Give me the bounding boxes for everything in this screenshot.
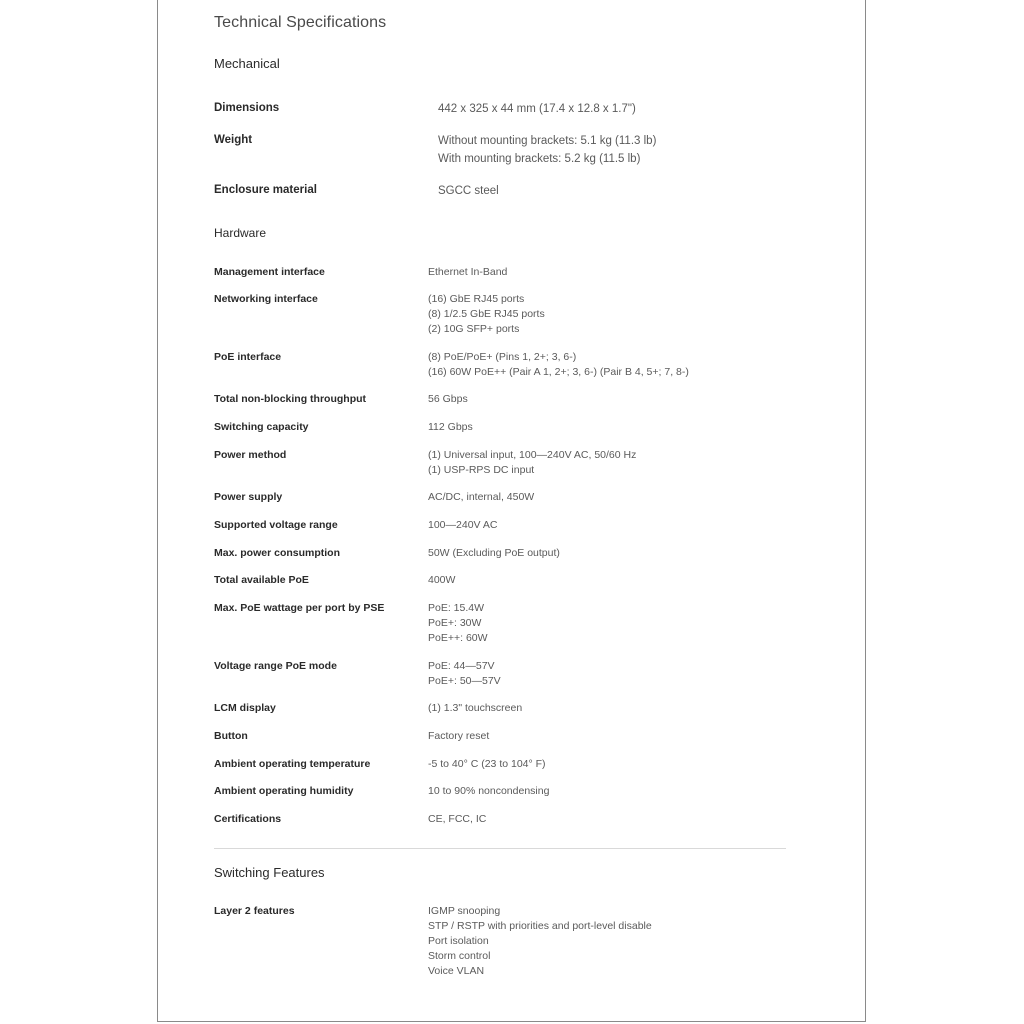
section-divider	[214, 848, 786, 849]
spec-label-management-interface: Management interface	[214, 266, 325, 278]
page-title: Technical Specifications	[214, 14, 387, 31]
spec-value-power-method	[428, 448, 636, 478]
spec-value-line: Port isolation	[428, 935, 489, 947]
spec-value-line: AC/DC, internal, 450W	[428, 491, 535, 503]
spec-label-lcm-display: LCM display	[214, 702, 276, 714]
spec-value-poe-interface	[428, 350, 689, 380]
spec-value-button	[428, 729, 489, 744]
spec-label-ambient-operating-humidity: Ambient operating humidity	[214, 785, 354, 797]
spec-value-line: 400W	[428, 574, 456, 586]
spec-value-line: Factory reset	[428, 730, 490, 742]
spec-value-supported-voltage-range	[428, 518, 497, 533]
spec-value-networking-interface	[428, 292, 545, 337]
spec-label-power-method: Power method	[214, 449, 287, 461]
spec-value-power-supply	[428, 490, 534, 505]
spec-sheet-page	[157, 0, 866, 1022]
spec-value-ambient-operating-humidity	[428, 784, 549, 799]
spec-value-max-poe-wattage-per-port-by-pse	[428, 601, 488, 646]
spec-value-line: Ethernet In-Band	[428, 266, 508, 278]
spec-value-line: (1) 1.3" touchscreen	[428, 702, 523, 714]
spec-value-line: With mounting brackets: 5.2 kg (11.5 lb)	[438, 153, 641, 165]
spec-value-max-power-consumption	[428, 546, 560, 561]
spec-label-ambient-operating-temperature: Ambient operating temperature	[214, 758, 371, 770]
spec-label-button: Button	[214, 730, 248, 742]
spec-value-voltage-range-poe-mode	[428, 659, 501, 689]
spec-value-line: CE, FCC, IC	[428, 813, 487, 825]
spec-label-max-poe-wattage-per-port-by-pse: Max. PoE wattage per port by PSE	[214, 602, 385, 614]
spec-value-line: 56 Gbps	[428, 393, 468, 405]
spec-label-dimensions: Dimensions	[214, 102, 280, 114]
spec-value-layer-2-features	[428, 904, 652, 979]
spec-value-line: (8) 1/2.5 GbE RJ45 ports	[428, 308, 545, 320]
spec-value-total-available-poe	[428, 573, 455, 588]
spec-value-certifications	[428, 812, 486, 827]
spec-value-line: Without mounting brackets: 5.1 kg (11.3 lb)	[438, 135, 657, 147]
spec-label-certifications: Certifications	[214, 813, 282, 825]
section-title-switching: Switching Features	[214, 865, 325, 880]
spec-label-weight: Weight	[214, 134, 253, 146]
spec-value-line: Storm control	[428, 950, 491, 962]
spec-value-line: (2) 10G SFP+ ports	[428, 323, 520, 335]
spec-value-line: (1) USP-RPS DC input	[428, 464, 535, 476]
spec-value-line: Voice VLAN	[428, 965, 485, 977]
spec-value-enclosure: SGCC steel	[438, 185, 499, 197]
spec-label-enclosure: Enclosure material	[214, 184, 317, 196]
section-title-hardware: Hardware	[214, 226, 267, 240]
spec-value-total-non-blocking-throughput	[428, 392, 468, 407]
spec-value-ambient-operating-temperature	[428, 757, 546, 772]
spec-value-line: PoE+: 30W	[428, 617, 482, 629]
spec-value-line: -5 to 40° C (23 to 104° F)	[428, 758, 546, 770]
spec-value-line: 100—240V AC	[428, 519, 498, 531]
spec-value-line: (16) GbE RJ45 ports	[428, 293, 525, 305]
spec-label-power-supply: Power supply	[214, 491, 283, 503]
spec-value-dimensions: 442 x 325 x 44 mm (17.4 x 12.8 x 1.7")	[438, 103, 636, 115]
spec-label-switching-capacity: Switching capacity	[214, 421, 309, 433]
section-title-mechanical: Mechanical	[214, 56, 280, 71]
spec-value-line: 112 Gbps	[428, 421, 473, 433]
spec-value-switching-capacity	[428, 420, 473, 435]
spec-value-line: (16) 60W PoE++ (Pair A 1, 2+; 3, 6-) (Pair B 4, 5+; 7, 8-)	[428, 366, 689, 378]
spec-value-line: (1) Universal input, 100—240V AC, 50/60 Hz	[428, 449, 637, 461]
spec-label-total-available-poe: Total available PoE	[214, 574, 309, 586]
spec-value-line: PoE+: 50—57V	[428, 675, 501, 687]
spec-value-line: PoE: 15.4W	[428, 602, 485, 614]
spec-value-weight	[438, 132, 656, 168]
spec-label-poe-interface: PoE interface	[214, 351, 282, 363]
spec-label-max-power-consumption: Max. power consumption	[214, 547, 341, 559]
spec-label-total-non-blocking-throughput: Total non-blocking throughput	[214, 393, 367, 405]
spec-value-line: STP / RSTP with priorities and port-level disable	[428, 920, 652, 932]
spec-label-networking-interface: Networking interface	[214, 293, 318, 305]
spec-value-line: IGMP snooping	[428, 905, 501, 917]
spec-label-supported-voltage-range: Supported voltage range	[214, 519, 338, 531]
spec-label-voltage-range-poe-mode: Voltage range PoE mode	[214, 660, 337, 672]
spec-value-line: 50W (Excluding PoE output)	[428, 547, 560, 559]
spec-value-line: PoE: 44—57V	[428, 660, 495, 672]
spec-value-lcm-display	[428, 701, 522, 716]
spec-value-line: (8) PoE/PoE+ (Pins 1, 2+; 3, 6-)	[428, 351, 577, 363]
spec-value-line: PoE++: 60W	[428, 632, 488, 644]
spec-value-line: 10 to 90% noncondensing	[428, 785, 550, 797]
spec-value-management-interface	[428, 265, 507, 280]
spec-label-layer-2-features: Layer 2 features	[214, 905, 295, 917]
